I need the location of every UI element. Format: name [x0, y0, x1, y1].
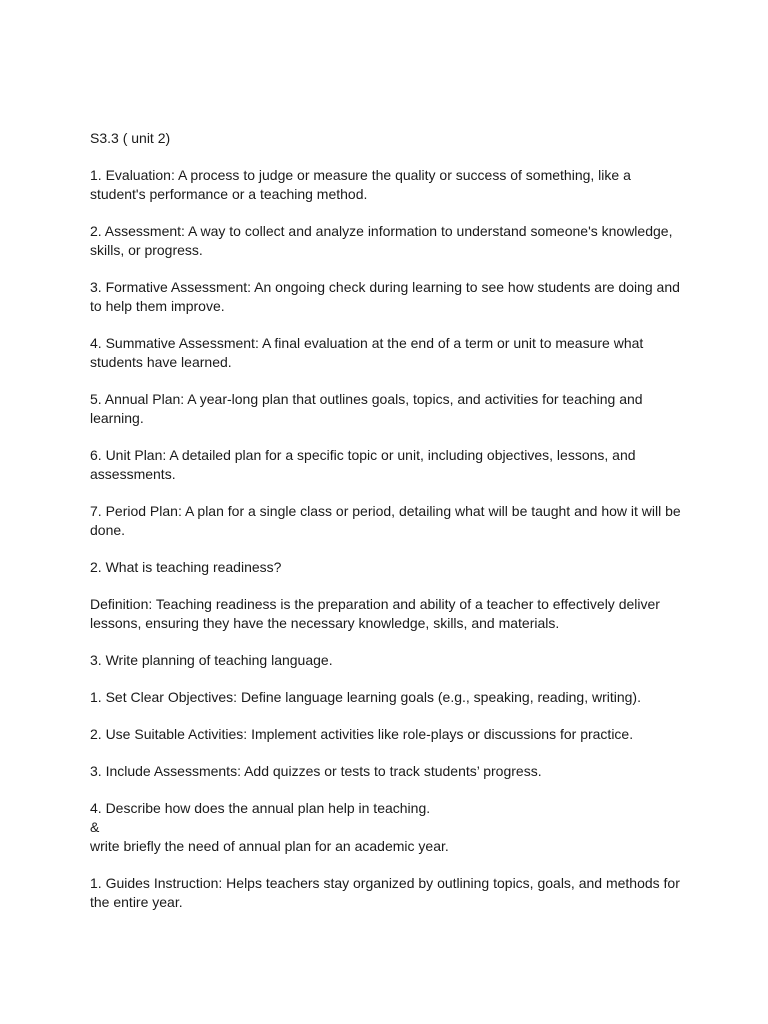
paragraph-definition: Definition: Teaching readiness is the preparation and ability of a teacher to effectively deliver lessons, ensuring they have the necessary knowledge, skills, and materials.	[90, 596, 660, 631]
paragraph-include-assessments: 3. Include Assessments: Add quizzes or tests to track students’ progress.	[90, 763, 542, 779]
paragraph-formative-assessment: 3. Formative Assessment: An ongoing check during learning to see how students are doing and to help them improve.	[90, 279, 680, 314]
paragraph-assessment: 2. Assessment: A way to collect and analyze information to understand someone's knowledge, skills, or progress.	[90, 223, 673, 258]
paragraph-annual-plan: 5. Annual Plan: A year-long plan that outlines goals, topics, and activities for teaching and learning.	[90, 391, 643, 426]
question-annual-plan: 4. Describe how does the annual plan help in teaching. & write briefly the need of annual plan for an academic year.	[90, 800, 449, 854]
paragraph-evaluation: 1. Evaluation: A process to judge or measure the quality or success of something, like a student's performance or a teaching method.	[90, 167, 631, 202]
question-planning-teaching-language: 3. Write planning of teaching language.	[90, 652, 333, 668]
paragraph-unit-plan: 6. Unit Plan: A detailed plan for a specific topic or unit, including objectives, lessons, and assessments.	[90, 447, 636, 482]
paragraph-summative-assessment: 4. Summative Assessment: A final evaluation at the end of a term or unit to measure what students have learned.	[90, 335, 644, 370]
document-body	[90, 129, 690, 930]
paragraph-clear-objectives: 1. Set Clear Objectives: Define language learning goals (e.g., speaking, reading, writing).	[90, 689, 641, 705]
paragraph-guides-instruction: 1. Guides Instruction: Helps teachers stay organized by outlining topics, goals, and methods for the entire year.	[90, 875, 680, 910]
question-teaching-readiness: 2. What is teaching readiness?	[90, 559, 282, 575]
paragraph-period-plan: 7. Period Plan: A plan for a single class or period, detailing what will be taught and how it will be done.	[90, 503, 681, 538]
paragraph-suitable-activities: 2. Use Suitable Activities: Implement activities like role-plays or discussions for practice.	[90, 726, 634, 742]
document-heading: S3.3 ( unit 2)	[90, 130, 171, 146]
